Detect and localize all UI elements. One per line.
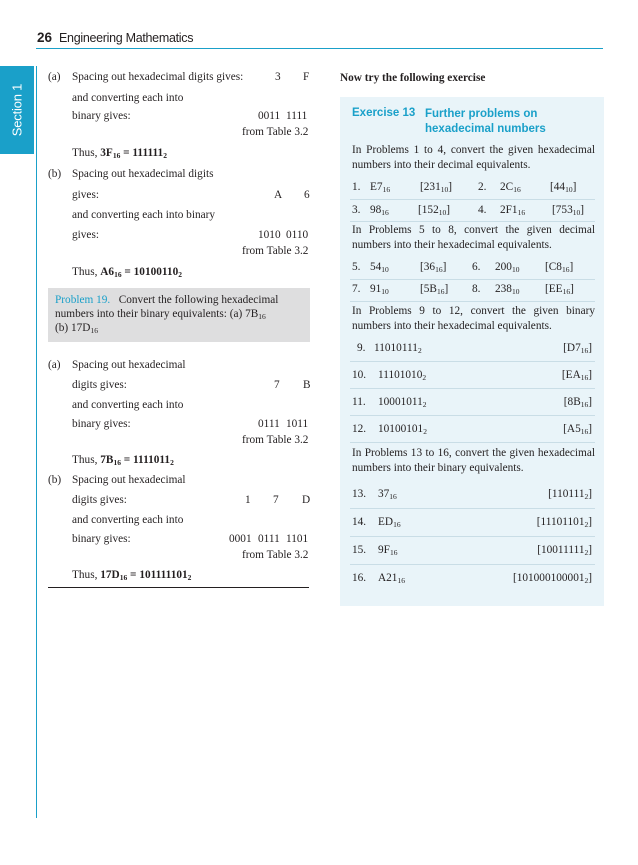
hex-digit: 7 bbox=[273, 494, 279, 506]
row-separator bbox=[350, 301, 595, 302]
instructions: In Problems 1 to 4, convert the given hexadecimal numbers into their decimal equivalents. bbox=[352, 144, 595, 171]
part-label: (b) bbox=[48, 474, 62, 486]
line-text: digits gives: bbox=[72, 379, 127, 391]
instructions: In Problems 5 to 8, convert the given decimal numbers into their hexadecimal equivalents. bbox=[352, 224, 595, 251]
page-number: 26 bbox=[37, 30, 53, 45]
result-line: Thus, $A6_{16} = 10100110_2$ bbox=[72, 266, 182, 279]
part-label: (b) bbox=[48, 168, 62, 180]
exercise-heading: Now try the following exercise bbox=[340, 72, 486, 84]
table-reference: from Table 3.2 bbox=[242, 126, 309, 138]
row-separator bbox=[350, 279, 595, 280]
line-text: binary gives: bbox=[72, 533, 131, 545]
hex-digit: F bbox=[303, 71, 310, 83]
row-separator bbox=[350, 536, 595, 537]
row-separator bbox=[350, 415, 595, 416]
line-text: gives: bbox=[72, 189, 99, 201]
row-separator bbox=[350, 199, 595, 200]
hex-digit: 7 bbox=[274, 379, 280, 391]
row-separator bbox=[350, 508, 595, 509]
row-separator bbox=[350, 361, 595, 362]
binary-group: 0001 bbox=[229, 533, 252, 545]
binary-group: 1011 bbox=[286, 418, 309, 430]
line-text: and converting each into binary bbox=[72, 209, 216, 221]
binary-group: 1101 bbox=[286, 533, 309, 545]
binary-group: 0111 bbox=[258, 418, 280, 430]
line-text: gives: bbox=[72, 229, 99, 241]
line-text: and converting each into bbox=[72, 399, 184, 411]
line-text: Spacing out hexadecimal digits bbox=[72, 168, 214, 180]
section-tab-label: Section 1 bbox=[9, 83, 25, 137]
exercise-label: Exercise 13 bbox=[352, 107, 416, 119]
line-text: Spacing out hexadecimal digits gives: bbox=[72, 71, 244, 83]
margin-rule bbox=[36, 66, 37, 818]
line-text: and converting each into bbox=[72, 92, 184, 104]
table-reference: from Table 3.2 bbox=[242, 434, 309, 446]
line-text: binary gives: bbox=[72, 418, 131, 430]
table-reference: from Table 3.2 bbox=[242, 245, 309, 257]
section-tab bbox=[0, 66, 34, 154]
hex-digit: 6 bbox=[304, 189, 310, 201]
problem-box bbox=[48, 288, 310, 342]
hex-digit: B bbox=[303, 379, 311, 391]
binary-group: 0110 bbox=[286, 229, 309, 241]
hex-digit: A bbox=[274, 189, 283, 201]
part-label: (a) bbox=[48, 359, 61, 371]
binary-group: 1010 bbox=[258, 229, 281, 241]
exercise-panel: Exercise 13 Further problems on hexadecimal numbers In Problems 1 to 4, convert the given hexadecimal numbers into their decimal equivalents. 1. $E7_{16}$ $[231_{10}]$ 2. $2C_{16}$ $[44_{10}]$ 3. $98_{16}$ $[152_{10}]$ 4. $2F1_{16}$ $[753_{10}]$ In Problems 5 to 8, convert the given decimal numbers into their hexadecimal equivalents. 5. $54_{10}$ $[36_{16}]$ 6. $200_{10}$ $[C8_{16}]$ 7. $91_{10}$ $[5B_{16}]$ 8. $238_{10}$ $[EE_{16}]$ In Problems 9 to 12, convert the given binary numbers into their hexadecimal equivalents. 9. $11010111_2$ $[D7_{16}]$ 10. $11101010_2$ $[EA_{16}]$ 11. $10001011_2$ $[8B_{16}]$ 12. $10100101_2$ $[A5_{16}]$ In Problems 13 to 16, convert the given hexadecimal numbers into their binary equivalents. 13. $37_{16}$ $[110111_2]$ 14. $ED_{16}$ $[11101101_2]$ 15. $9F_{16}$ $[10011111_2]$ 16. $A21_{16}$ $[101000100001_2]$ bbox=[340, 97, 604, 606]
line-text: digits gives: bbox=[72, 494, 127, 506]
line-text: Spacing out hexadecimal bbox=[72, 359, 186, 371]
binary-group: 1111 bbox=[286, 110, 308, 122]
result-line: Thus, $7B_{16} = 1111011_2$ bbox=[72, 454, 174, 467]
result-line: Thus, $17D_{16} = 101111101_2$ bbox=[72, 569, 192, 582]
row-separator bbox=[350, 564, 595, 565]
book-title: Engineering Mathematics bbox=[59, 31, 194, 45]
row-separator bbox=[350, 388, 595, 389]
binary-group: 0111 bbox=[258, 533, 280, 545]
row-separator bbox=[350, 442, 595, 443]
header-rule bbox=[36, 48, 603, 49]
table-reference: from Table 3.2 bbox=[242, 549, 309, 561]
instructions: In Problems 13 to 16, convert the given hexadecimal numbers into their binary equivalents. bbox=[352, 447, 595, 474]
row-separator bbox=[350, 221, 595, 222]
part-label: (a) bbox=[48, 71, 61, 83]
exercise-title: Further problems on hexadecimal numbers bbox=[425, 108, 546, 135]
line-text: Spacing out hexadecimal bbox=[72, 474, 186, 486]
hex-digit: 3 bbox=[275, 71, 281, 83]
hex-digit: D bbox=[302, 494, 311, 506]
problem-statement: Problem 19. Convert the following hexadecimal numbers into their binary equivalents: (a) $7B_{16}$ (b) $17D_{16}$ bbox=[55, 294, 279, 335]
line-text: binary gives: bbox=[72, 110, 131, 122]
binary-group: 0011 bbox=[258, 110, 281, 122]
line-text: and converting each into bbox=[72, 514, 184, 526]
hex-digit: 1 bbox=[245, 494, 251, 506]
result-line: Thus, $3F_{16} = 111111_2$ bbox=[72, 147, 167, 160]
end-of-solution-rule bbox=[48, 587, 309, 588]
problem-label: Problem 19. bbox=[55, 294, 111, 306]
instructions: In Problems 9 to 12, convert the given binary numbers into their hexadecimal equivalents. bbox=[352, 305, 595, 332]
